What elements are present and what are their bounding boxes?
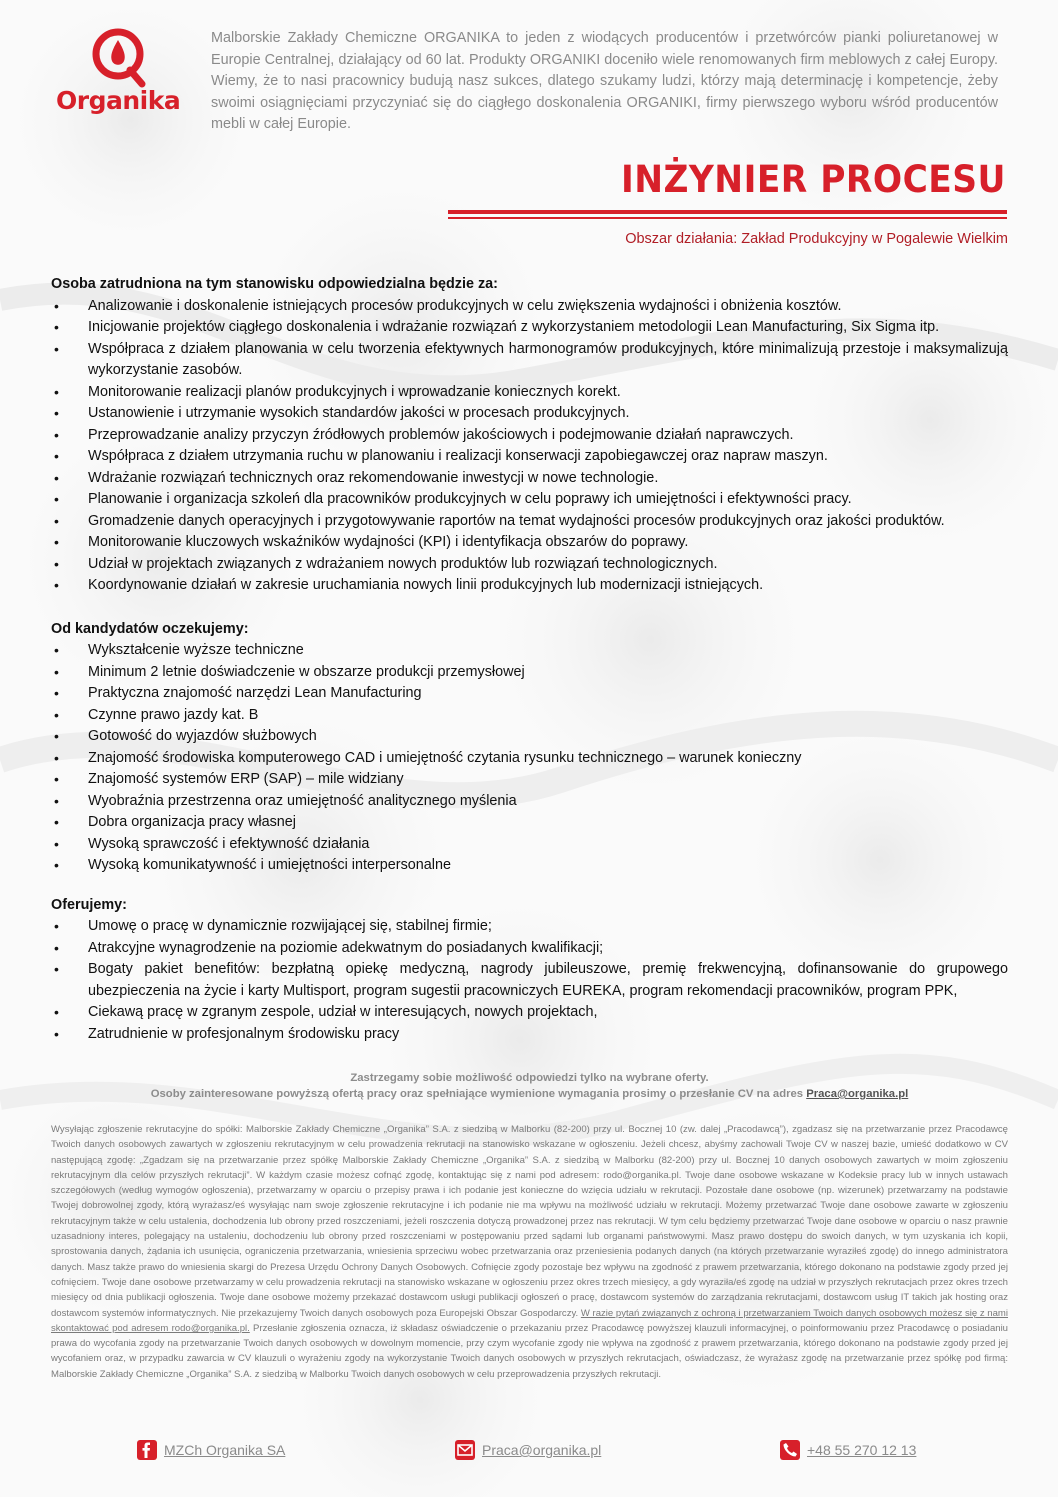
gdpr-contact-link[interactable]: W razie pytań związanych z ochroną i przetwarzaniem Twoich danych osobowych możesz się z nami skontaktować pod adresem rodo@organika.pl. — [51, 1307, 1009, 1334]
requirements-heading: Od kandydatów oczekujemy: — [51, 620, 249, 637]
list-item: • Wykształcenie wyższe techniczne — [51, 640, 1008, 662]
requirements-list — [51, 640, 1008, 877]
list-item: • Bogaty pakiet benefitów: bezpłatną opiekę medyczną, nagrody jubileuszowe, premię frekwencyjną, dofinansowanie do grupowego ubezpieczenia na życie i karty Multisport, program sugestii pracowniczych EUREKA, program rekomendacji pracowników, program PPK, — [51, 959, 1008, 1002]
list-item: • Udział w projektach związanych z wdrażaniem nowych produktów lub rozwiązań technologicznych. — [51, 554, 1008, 576]
list-item: • Praktyczna znajomość narzędzi Lean Manufacturing — [51, 683, 1008, 705]
closing-line-2 — [51, 1086, 1008, 1102]
title-divider — [448, 210, 1007, 214]
list-item: • Umowę o pracę w dynamicznie rozwijającej się, stabilnej firmie; — [51, 916, 1008, 938]
list-item: • Atrakcyjne wynagrodzenie na poziomie adekwatnym do posiadanych kwalifikacji; — [51, 938, 1008, 960]
phone-icon — [780, 1440, 800, 1460]
list-item: • Planowanie i organizacja szkoleń dla pracowników produkcyjnych w celu poprawy ich umiejętności i efektywności pracy. — [51, 489, 1008, 511]
logo-wordmark: Organika — [56, 86, 181, 115]
offer-list — [51, 916, 1008, 1045]
facebook-link[interactable]: MZCh Organika SA — [164, 1442, 286, 1458]
main-content — [51, 274, 1008, 1045]
gdpr-text: Wysyłając zgłoszenie rekrutacyjne do spółki: Malborskie Zakłady Chemiczne „Organika” S.A. z siedzibą w Malborku (82-200) przy ul. Bocznej 10 (zw. dalej „Pracodawcą”), zgadzasz się na przetwarzanie przez Pracodawcę Twoich danych osobowych zawartych w zgłoszeniu rekrutacyjnym w celu prowadzenia rekrutacji na stanowisko wskazane w ogłoszeniu. Jeżeli chcesz, abyśmy zachowali Twoje CV w naszej bazie, umieść dodatkowo w CV następującą zgodę: „Zgadzam się na przetwarzanie przez spółkę Malborskie Zakłady Chemiczne „Organika” S.A. z siedzibą w Malborku (82-200) przy ul. Bocznej 10 danych osobowych zawartych w moim zgłoszeniu rekrutacyjnym dla celów przyszłych rekrutacji”. W każdym czasie możesz cofnąć zgodę, kontaktując się z nami pod adresem: rodo@organika.pl. Twoje dane osobowe wskazane w Kodeksie pracy lub w innych ustawach szczegółowych (według wymogów ogłoszenia), przetwarzamy w oparciu o przepisy prawa i ich podanie jest konieczne do wzięcia udziału w rekrutacji. Pozostałe dane osobowe (np. wizerunek) przetwarzamy na podstawie Twojej dobrowolnej zgody, którą wyrażasz/eś wysyłając nam swoje zgłoszenie rekrutacyjne i ich podanie nie ma wpływu na możliwość udziału w rekrutacji. Możemy przetwarzać Twoje dane osobowe zawarte w zgłoszeniu rekrutacyjnym także w celu ustalenia, dochodzenia lub obrony przed roszczeniami, jeżeli roszczenia dotyczą prowadzonej przez nas rekrutacji. W tym celu będziemy przetwarzać Twoje dane osobowe w oparciu o nasz prawnie uzasadniony interes, polegający na ustaleniu, dochodzeniu lub obrony przed roszczeniami w postępowaniu przed sądami lub organami państwowymi. Masz prawo dostępu do swoich danych, w tym uzyskania ich kopii, sprostowania danych, żądania ich usunięcia, ograniczenia przetwarzania, wniesienia sprzeciwu wobec przetwarzania oraz przeniesienia podanych danych (na których przetwarzanie wyraziłeś zgodę) do innego administratora danych. Masz także prawo do wniesienia skargi do Prezesa Urzędu Ochrony Danych Osobowych. Cofnięcie zgody pozostaje bez wpływu na zgodność z prawem przetwarzania, którego dokonano na podstawie zgody przed jej cofnięciem. Twoje dane osobowe przetwarzamy w celu prowadzenia rekrutacji na stanowisko wskazane w ogłoszeniu przez okres trzech miesięcy, a gdy wyraziła/eś zgodę na udział w przyszłych rekrutacjach przez okres trzech miesięcy od dnia publikacji ogłoszenia. Twoje dane osobowe możemy przekazać dostawcom usługi publikacji ogłoszeń o pracę, dostawcom systemów do zarządzania rekrutacjami, dostawcom usług IT takich jak hosting oraz dostawcom systemów informatycznych. Nie przekazujemy Twoich danych osobowych poza Europejski Obszar Gospodarczy. — [51, 1124, 1008, 1319]
list-item: • Dobra organizacja pracy własnej — [51, 812, 1008, 834]
list-item: • Inicjowanie projektów ciągłego doskonalenia i wdrażanie rozwiązań z wykorzystaniem metodologii Lean Manufacturing, Six Sigma itp. — [51, 317, 1008, 339]
logo-drop-icon — [56, 24, 180, 90]
closing-line-1: Zastrzegamy sobie możliwość odpowiedzi tylko na wybrane oferty. — [350, 1072, 709, 1084]
facebook-icon — [137, 1440, 157, 1460]
list-item: • Znajomość środowiska komputerowego CAD i umiejętność czytania rysunku technicznego – warunek konieczny — [51, 748, 1008, 770]
list-item: • Gromadzenie danych operacyjnych i przygotowywanie raportów na temat wydajności procesów produkcyjnych oraz jakości produktów. — [51, 511, 1008, 533]
list-item: • Przeprowadzanie analizy przyczyn źródłowych problemów jakościowych i podejmowanie działań naprawczych. — [51, 425, 1008, 447]
company-intro: Malborskie Zakłady Chemiczne ORGANIKA to jeden z wiodących producentów i przetwórców pianki poliuretanowej w Europie Centralnej, działający od 60 lat. Produkty ORGANIKI doceniło wiele renomowanych firm meblowych z całej Europy. Wiemy, że to nasi pracownicy budują nasz sukces, dlatego szukamy ludzi, którzy mają determinację i kompetencje, żeby swoimi osiągnięciami przyczyniać się do ciągłego doskonalenia ORGANIKI, firmy pierwszego wyboru wśród producentów mebli w całej Europie. — [211, 30, 998, 132]
list-item: • Wysoką sprawczość i efektywność działania — [51, 834, 1008, 856]
list-item: • Wysoką komunikatywność i umiejętności interpersonalne — [51, 855, 1008, 877]
closing-note — [51, 1070, 1008, 1102]
work-area: Obszar działania: Zakład Produkcyjny w Pogalewie Wielkim — [625, 231, 1008, 247]
list-item: • Wdrażanie rozwiązań technicznych oraz rekomendowanie inwestycji w nowe technologie. — [51, 468, 1008, 490]
gdpr-text-2: Przesłanie zgłoszenia oznacza, iż składasz oświadczenie o przekazaniu przez Pracodawcę powyższej klauzuli informacyjnej, o poinformowaniu przez Pracodawcę o posiadaniu prawa do wycofania zgody na przetwarzanie Twoich danych osobowych w dowolnym momencie, przy czym wycofanie zgody nie wpływa na zgodność z prawem przetwarzania, którego dokonano na podstawie zgody przed jej wycofaniem oraz, w przypadku zawarcia w CV klauzuli o wyrażeniu zgody na wykorzystanie Twoich danych osobowych w przyszłych rekrutacjach, oświadczasz, że wyrażasz zgodę na przetwarzanie przez spółkę pod firmą: Malborskie Zakłady Chemiczne „Organika” S.A. z siedzibą w Malborku Twoich danych osobowych w celu przeprowadzenia przyszłych rekrutacji. — [51, 1322, 1008, 1380]
closing-email-link[interactable]: Praca@organika.pl — [806, 1088, 909, 1100]
facebook-contact[interactable] — [137, 1440, 285, 1460]
envelope-icon — [455, 1440, 475, 1460]
list-item: • Wyobraźnia przestrzenna oraz umiejętność analitycznego myślenia — [51, 791, 1008, 813]
phone-link[interactable]: +48 55 270 12 13 — [807, 1442, 917, 1458]
email-contact[interactable] — [455, 1440, 601, 1460]
offer-heading: Oferujemy: — [51, 896, 127, 913]
list-item: • Czynne prawo jazdy kat. B — [51, 705, 1008, 727]
phone-contact[interactable] — [780, 1440, 916, 1460]
list-item: • Gotowość do wyjazdów służbowych — [51, 726, 1008, 748]
list-item: • Monitorowanie realizacji planów produkcyjnych i wprowadzanie koniecznych korekt. — [51, 382, 1008, 404]
list-item: • Ustanowienie i utrzymanie wysokich standardów jakości w procesach produkcyjnych. — [51, 403, 1008, 425]
list-item: • Analizowanie i doskonalenie istniejących procesów produkcyjnych w celu zwiększenia wydajności i obniżenia kosztów. — [51, 296, 1008, 318]
list-item: • Koordynowanie działań w zakresie uruchamiania nowych linii produkcyjnych lub modernizacji istniejących. — [51, 575, 1008, 597]
list-item: • Znajomość systemów ERP (SAP) – mile widziany — [51, 769, 1008, 791]
list-item: • Monitorowanie kluczowych wskaźników wydajności (KPI) i identyfikacja obszarów do poprawy. — [51, 532, 1008, 554]
contact-footer — [0, 1440, 1058, 1470]
closing-text: Osoby zainteresowane powyższą ofertą pracy oraz spełniające wymienione wymagania prosimy o przesłanie CV na adres — [150, 1088, 804, 1100]
list-item: • Zatrudnienie w profesjonalnym środowisku pracy — [51, 1024, 1008, 1046]
job-title: INŻYNIER PROCESU — [621, 158, 1006, 201]
list-item: • Ciekawą pracę w zgranym zespole, udział w interesujących, nowych projektach, — [51, 1002, 1008, 1024]
responsibilities-list — [51, 296, 1008, 597]
list-item: • Minimum 2 letnie doświadczenie w obszarze produkcji przemysłowej — [51, 662, 1008, 684]
gdpr-clause — [51, 1122, 1008, 1382]
title-divider-thin — [448, 217, 1007, 219]
list-item: • Współpraca z działem utrzymania ruchu w planowaniu i realizacji konserwacji zapobiegawczej oraz napraw maszyn. — [51, 446, 1008, 468]
email-link[interactable]: Praca@organika.pl — [482, 1442, 602, 1458]
organika-logo — [56, 24, 180, 120]
responsibilities-heading: Osoba zatrudniona na tym stanowisku odpowiedzialna będzie za: — [51, 276, 498, 292]
list-item: • Współpraca z działem planowania w celu tworzenia efektywnych harmonogramów produkcyjnych, które minimalizują przestoje i maksymalizują wykorzystanie zasobów. — [51, 339, 1008, 382]
